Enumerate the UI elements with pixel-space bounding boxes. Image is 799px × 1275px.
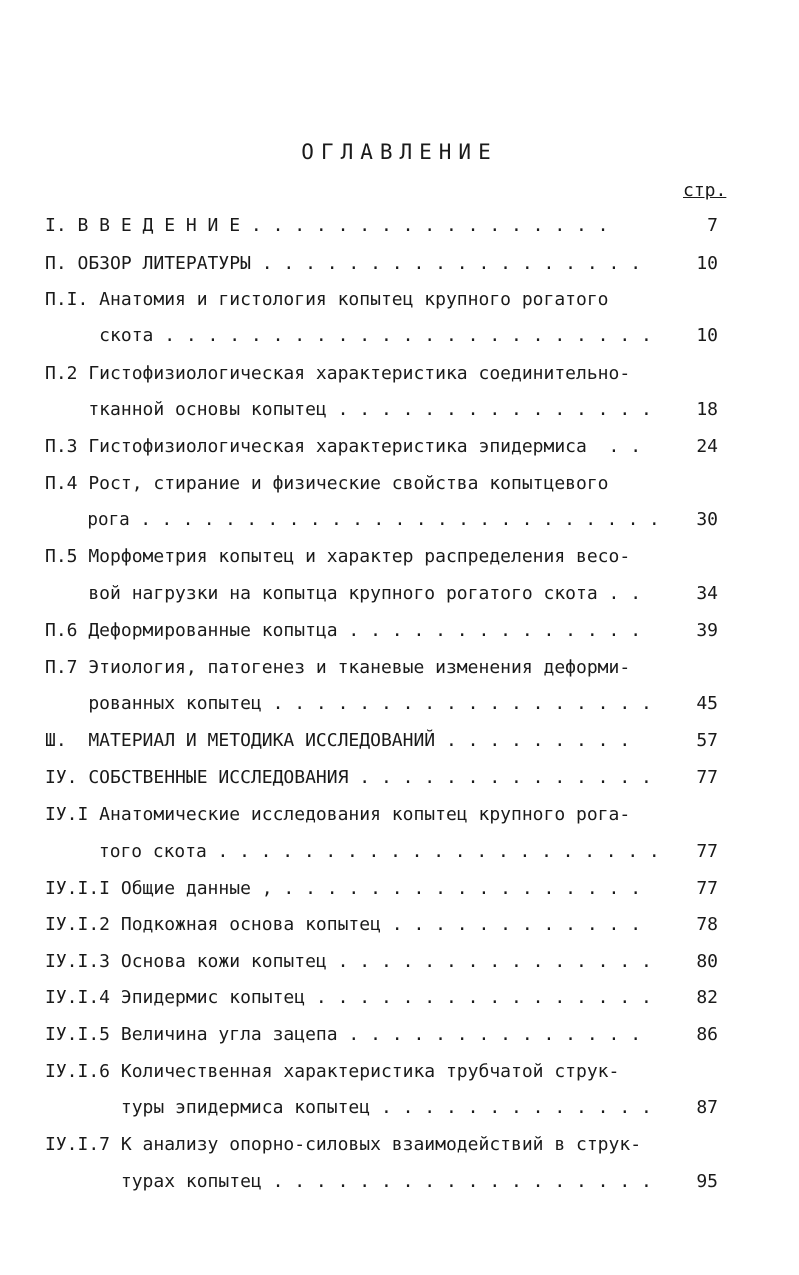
toc-entry-line: скота . . . . . . . . . . . . . . . . . . . . . . . [45,325,652,346]
toc-entry-line: того скота . . . . . . . . . . . . . . . . . . . . . [45,841,660,862]
toc-page-number: 87 [696,1097,718,1118]
toc-entry-line: тканной основы копытец . . . . . . . . . . . . . . . [45,399,652,420]
toc-entry-line: IУ.I.3 Основа кожи копытец . . . . . . . . . . . . . . . [45,951,652,972]
toc-entry-line: П.5 Морфометрия копытец и характер распределения весо- [45,546,631,567]
toc-entry-line: рога . . . . . . . . . . . . . . . . . . . . . . . . . [45,509,660,530]
toc-page-number: 77 [696,767,718,788]
toc-page-number: 86 [696,1024,718,1045]
toc-entry-line: П.I. Анатомия и гистология копытец крупного рогатого [45,289,609,310]
toc-entry-line: IУ.I.I Общие данные , . . . . . . . . . . . . . . . . . [45,878,642,899]
toc-page-number: 39 [696,620,718,641]
toc-page-number: 7 [707,215,718,236]
toc-page-number: 10 [696,253,718,274]
toc-entry-line: IУ.I Анатомические исследования копытец крупного рога- [45,804,631,825]
toc-entry-line: П.4 Рост, стирание и физические свойства копытцевого [45,473,609,494]
toc-page-number: 80 [696,951,718,972]
toc-entry-line: вой нагрузки на копытца крупного рогатого скота . . [45,583,642,604]
toc-page-number: 45 [696,693,718,714]
toc-page-number: 78 [696,914,718,935]
toc-page-number: 10 [696,325,718,346]
toc-entry-line: I. В В Е Д Е Н И Е . . . . . . . . . . . . . . . . . [45,215,609,236]
toc-page-number: 77 [696,878,718,899]
toc-page-number: 30 [696,509,718,530]
toc-entry-line: рованных копытец . . . . . . . . . . . . . . . . . . [45,693,652,714]
toc-entry-line: П.2 Гистофизиологическая характеристика соединительно- [45,363,631,384]
toc-page-number: 57 [696,730,718,751]
toc-page-number: 18 [696,399,718,420]
page-title: ОГЛАВЛЕНИЕ [301,140,498,164]
toc-entry-line: туры эпидермиса копытец . . . . . . . . . . . . . [45,1097,652,1118]
toc-entry-line: П.3 Гистофизиологическая характеристика эпидермиса . . [45,436,642,457]
toc-entry-line: П.6 Деформированные копытца . . . . . . . . . . . . . . [45,620,642,641]
toc-page-number: 82 [696,987,718,1008]
toc-entry-line: П.7 Этиология, патогенез и тканевые изменения деформи- [45,657,631,678]
toc-page-number: 24 [696,436,718,457]
toc-page-number: 34 [696,583,718,604]
page-column-label: стр. [683,180,727,201]
toc-entry-line: IУ.I.4 Эпидермис копытец . . . . . . . . . . . . . . . . [45,987,652,1008]
toc-entry-line: IУ.I.6 Количественная характеристика трубчатой струк- [45,1061,620,1082]
toc-entry-line: IУ. СОБСТВЕННЫЕ ИССЛЕДОВАНИЯ . . . . . . . . . . . . . . [45,767,652,788]
toc-entry-line: IУ.I.5 Величина угла зацепа . . . . . . . . . . . . . . [45,1024,642,1045]
toc-entry-line: П. ОБЗОР ЛИТЕРАТУРЫ . . . . . . . . . . . . . . . . . . [45,253,642,274]
toc-entry-line: IУ.I.2 Подкожная основа копытец . . . . . . . . . . . . [45,914,642,935]
toc-page-number: 95 [696,1171,718,1192]
toc-entry-line: IУ.I.7 К анализу опорно-силовых взаимодействий в струк- [45,1134,642,1155]
toc-entry-line: Ш. МАТЕРИАЛ И МЕТОДИКА ИССЛЕДОВАНИЙ . . . . . . . . . [45,730,631,751]
toc-entry-line: турах копытец . . . . . . . . . . . . . . . . . . [45,1171,652,1192]
toc-page-number: 77 [696,841,718,862]
